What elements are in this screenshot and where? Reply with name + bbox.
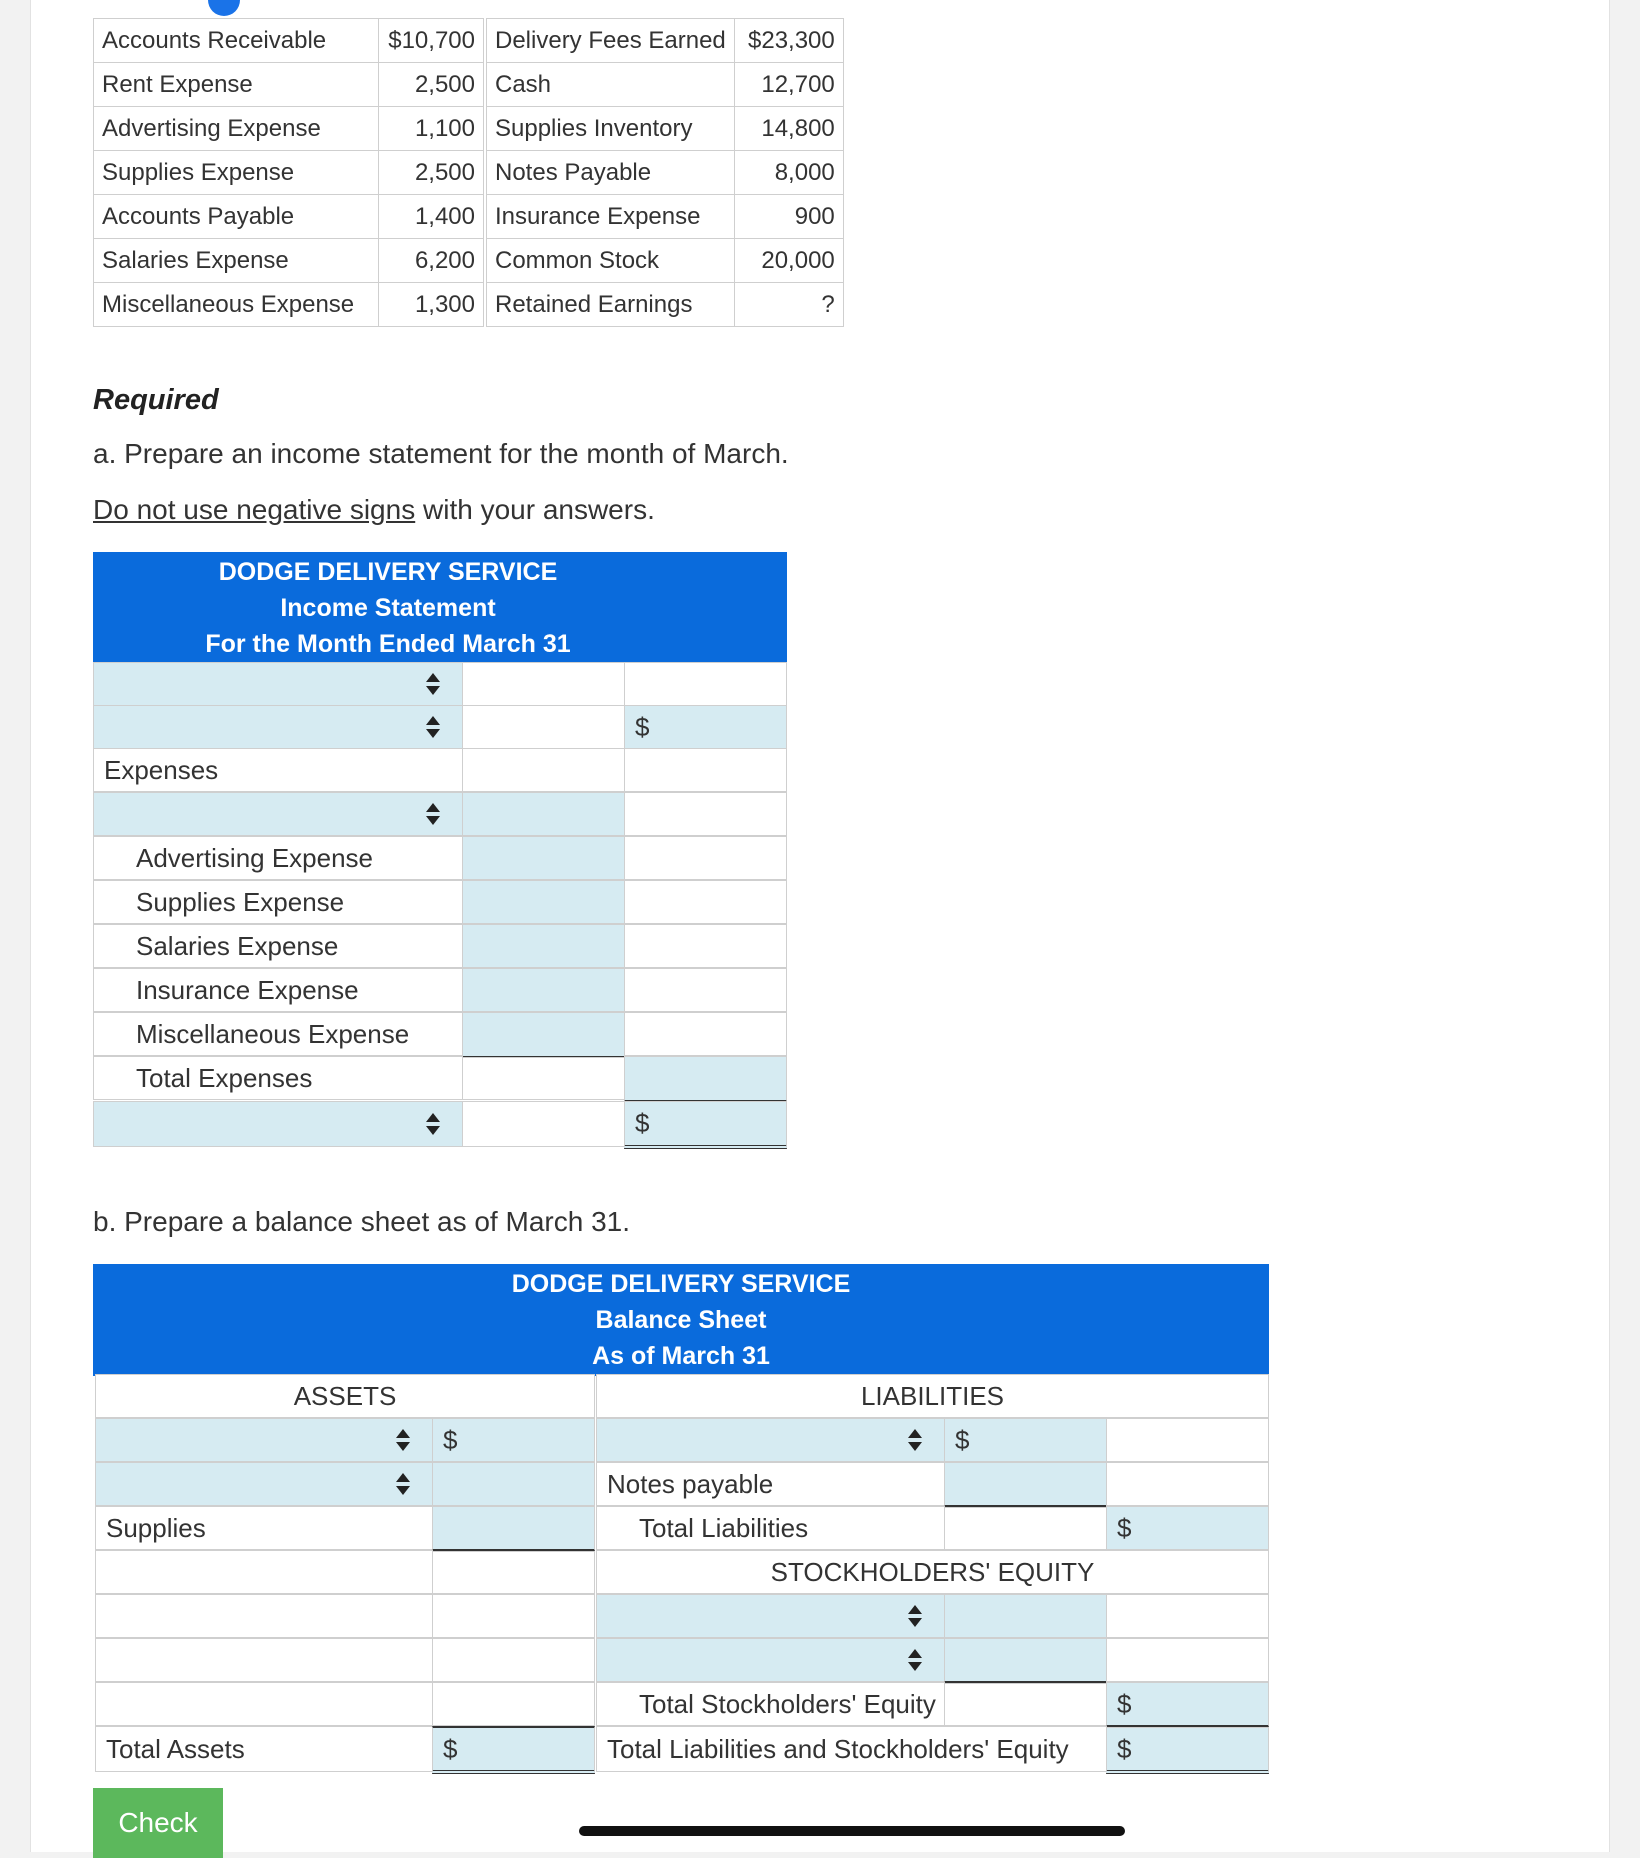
- negative-signs-link[interactable]: Do not use negative signs: [93, 494, 416, 525]
- given-label: Supplies Inventory: [487, 107, 735, 151]
- dollar-sign: $: [635, 1108, 650, 1138]
- income-period: For the Month Ended March 31: [205, 630, 571, 658]
- input-cell[interactable]: [624, 924, 787, 968]
- dollar-sign: $: [1117, 1733, 1132, 1764]
- expense-select[interactable]: [93, 792, 463, 836]
- revenue-amount-input[interactable]: [624, 705, 787, 749]
- expense-item-label: Advertising Expense: [136, 842, 374, 873]
- total-assets-input[interactable]: [432, 1726, 595, 1774]
- input-cell[interactable]: [624, 968, 787, 1012]
- liability-select-1[interactable]: [596, 1418, 945, 1462]
- given-value: 8,000: [734, 151, 843, 195]
- input-cell[interactable]: [95, 1594, 433, 1638]
- input-cell[interactable]: [624, 1012, 787, 1056]
- given-value: ?: [734, 283, 843, 327]
- stockholders-equity-label: STOCKHOLDERS' EQUITY: [770, 1556, 1095, 1587]
- given-label: Common Stock: [487, 239, 735, 283]
- assets-header-label: ASSETS: [293, 1380, 397, 1411]
- given-row: [94, 19, 844, 63]
- page: [30, 0, 1610, 1852]
- balance-title: Balance Sheet: [595, 1306, 767, 1334]
- total-expenses-row: [93, 1056, 463, 1100]
- input-cell[interactable]: [462, 1057, 625, 1100]
- given-label: Miscellaneous Expense: [94, 283, 379, 327]
- total-liabilities-label: Total Liabilities: [639, 1512, 809, 1543]
- balance-company: DODGE DELIVERY SERVICE: [511, 1270, 851, 1298]
- select-arrows-icon: [426, 803, 440, 825]
- input-cell[interactable]: [624, 662, 787, 706]
- given-label: Retained Earnings: [487, 283, 735, 327]
- liabilities-header: [596, 1374, 1269, 1418]
- supplies-row: [95, 1506, 433, 1550]
- income-company: DODGE DELIVERY SERVICE: [218, 558, 558, 586]
- select-arrows-icon: [908, 1429, 922, 1451]
- input-cell[interactable]: [624, 836, 787, 880]
- input-cell[interactable]: [944, 1683, 1107, 1726]
- select-arrows-icon: [426, 1113, 440, 1135]
- revenue-select-2[interactable]: [93, 705, 463, 749]
- input-cell[interactable]: [1106, 1418, 1269, 1462]
- total-assets-label: Total Assets: [106, 1733, 245, 1764]
- stockholders-equity-header: [596, 1550, 1269, 1594]
- notes-payable-input[interactable]: [944, 1462, 1107, 1507]
- given-value: 900: [734, 195, 843, 239]
- given-row: [94, 107, 844, 151]
- net-income-input[interactable]: [624, 1101, 787, 1149]
- total-se-label: Total Stockholders' Equity: [639, 1688, 936, 1719]
- input-cell[interactable]: [95, 1550, 433, 1594]
- given-label: Insurance Expense: [487, 195, 735, 239]
- income-title: Income Statement: [280, 594, 496, 622]
- expenses-label: Expenses: [104, 754, 219, 785]
- input-cell[interactable]: [624, 880, 787, 924]
- total-se-input[interactable]: [1106, 1682, 1269, 1727]
- input-cell[interactable]: [95, 1638, 433, 1682]
- total-liabilities-input[interactable]: [1106, 1506, 1269, 1550]
- part-a-instruction: a. Prepare an income statement for the month of March.: [93, 438, 789, 469]
- select-arrows-icon: [908, 1605, 922, 1627]
- given-value: 1,300: [379, 283, 484, 327]
- assets-header: [95, 1374, 595, 1418]
- select-arrows-icon: [396, 1429, 410, 1451]
- asset-amount-input[interactable]: [432, 1462, 595, 1506]
- given-label: Rent Expense: [94, 63, 379, 107]
- input-cell[interactable]: [1106, 1462, 1269, 1506]
- liabilities-header-label: LIABILITIES: [860, 1380, 1005, 1411]
- progress-dot: [208, 0, 240, 16]
- total-expenses-label: Total Expenses: [136, 1062, 313, 1093]
- given-row: [94, 63, 844, 107]
- given-value: 2,500: [379, 151, 484, 195]
- required-heading: Required: [93, 384, 219, 416]
- given-value: 6,200: [379, 239, 484, 283]
- expenses-label-row: [93, 748, 463, 792]
- input-cell[interactable]: [944, 1507, 1107, 1550]
- given-label: Accounts Payable: [94, 195, 379, 239]
- negative-signs-rest: with your answers.: [415, 494, 655, 525]
- negative-signs-note: [93, 494, 655, 526]
- supplies-label: Supplies: [106, 1512, 206, 1543]
- given-value: 2,500: [379, 63, 484, 107]
- input-cell[interactable]: [624, 748, 787, 792]
- input-cell[interactable]: [432, 1594, 595, 1638]
- input-cell[interactable]: [462, 705, 625, 749]
- expense-item: [93, 924, 463, 968]
- given-value: 14,800: [734, 107, 843, 151]
- expense-amount-input[interactable]: [462, 880, 625, 924]
- liability-amount-input[interactable]: [944, 1418, 1107, 1462]
- input-cell[interactable]: [624, 792, 787, 836]
- input-cell[interactable]: [95, 1682, 433, 1726]
- balance-sheet-header: [93, 1264, 1269, 1376]
- asset-select-2[interactable]: [95, 1462, 433, 1506]
- input-cell[interactable]: [462, 1101, 625, 1147]
- total-liabilities-row: [596, 1506, 945, 1550]
- asset-select-1[interactable]: [95, 1418, 433, 1462]
- equity-amount-input[interactable]: [944, 1594, 1107, 1638]
- input-cell[interactable]: [1106, 1638, 1269, 1682]
- expense-item-label: Salaries Expense: [136, 930, 339, 961]
- expense-item-label: Insurance Expense: [136, 974, 359, 1005]
- input-cell[interactable]: [432, 1682, 595, 1726]
- total-expenses-input[interactable]: [624, 1056, 787, 1102]
- given-label: Accounts Receivable: [94, 19, 379, 63]
- given-row: [94, 239, 844, 283]
- part-b-instruction: b. Prepare a balance sheet as of March 31.: [93, 1206, 630, 1237]
- given-label: Delivery Fees Earned: [487, 19, 735, 63]
- dollar-sign: $: [443, 1733, 458, 1764]
- select-arrows-icon: [908, 1649, 922, 1671]
- balance-date: As of March 31: [592, 1342, 770, 1370]
- expense-amount-input[interactable]: [462, 968, 625, 1012]
- select-arrows-icon: [426, 673, 440, 695]
- check-button[interactable]: Check: [93, 1788, 223, 1858]
- select-arrows-icon: [426, 716, 440, 738]
- total-l-se-label: Total Liabilities and Stockholders' Equity: [607, 1733, 1069, 1764]
- net-income-select[interactable]: [93, 1101, 463, 1147]
- expense-item-label: Supplies Expense: [136, 886, 345, 917]
- given-label: Cash: [487, 63, 735, 107]
- dollar-sign: $: [1117, 1512, 1132, 1543]
- expense-amount-input[interactable]: [462, 792, 625, 836]
- input-cell[interactable]: [462, 662, 625, 706]
- given-row: [94, 195, 844, 239]
- notes-payable-row: [596, 1462, 945, 1506]
- dollar-sign: $: [1117, 1688, 1132, 1719]
- given-accounts-table: [93, 18, 844, 327]
- expense-amount-input[interactable]: [462, 836, 625, 880]
- notes-payable-label: Notes payable: [607, 1468, 774, 1499]
- given-value: $23,300: [734, 19, 843, 63]
- expense-item-label: Miscellaneous Expense: [136, 1018, 410, 1049]
- asset-amount-input[interactable]: [432, 1418, 595, 1462]
- equity-amount-input[interactable]: [944, 1638, 1107, 1683]
- input-cell[interactable]: [432, 1551, 595, 1594]
- given-row: [94, 151, 844, 195]
- given-value: 20,000: [734, 239, 843, 283]
- dollar-sign: $: [955, 1424, 970, 1455]
- total-se-row: [596, 1682, 945, 1726]
- select-arrows-icon: [396, 1473, 410, 1495]
- given-value: 1,400: [379, 195, 484, 239]
- dollar-sign: $: [443, 1424, 458, 1455]
- given-label: Advertising Expense: [94, 107, 379, 151]
- revenue-select-1[interactable]: [93, 662, 463, 706]
- equity-select-1[interactable]: [596, 1594, 945, 1638]
- total-l-se-row: [596, 1726, 1107, 1772]
- horizontal-scroll-indicator[interactable]: [579, 1826, 1125, 1836]
- expense-item: [93, 968, 463, 1012]
- expense-amount-input[interactable]: [462, 1012, 625, 1058]
- given-value: 1,100: [379, 107, 484, 151]
- total-assets-row: [95, 1726, 433, 1772]
- given-label: Salaries Expense: [94, 239, 379, 283]
- given-value: 12,700: [734, 63, 843, 107]
- income-statement-header: [93, 552, 787, 664]
- given-label: Supplies Expense: [94, 151, 379, 195]
- dollar-sign: $: [635, 711, 650, 742]
- expense-item: [93, 836, 463, 880]
- equity-select-2[interactable]: [596, 1638, 945, 1682]
- given-row: [94, 283, 844, 327]
- input-cell[interactable]: [432, 1638, 595, 1682]
- given-label: Notes Payable: [487, 151, 735, 195]
- total-l-se-input[interactable]: [1106, 1727, 1269, 1774]
- input-cell[interactable]: [462, 748, 625, 792]
- expense-item: [93, 880, 463, 924]
- input-cell[interactable]: [1106, 1594, 1269, 1638]
- expense-item: [93, 1012, 463, 1056]
- expense-amount-input[interactable]: [462, 924, 625, 968]
- given-value: $10,700: [379, 19, 484, 63]
- supplies-input[interactable]: [432, 1506, 595, 1551]
